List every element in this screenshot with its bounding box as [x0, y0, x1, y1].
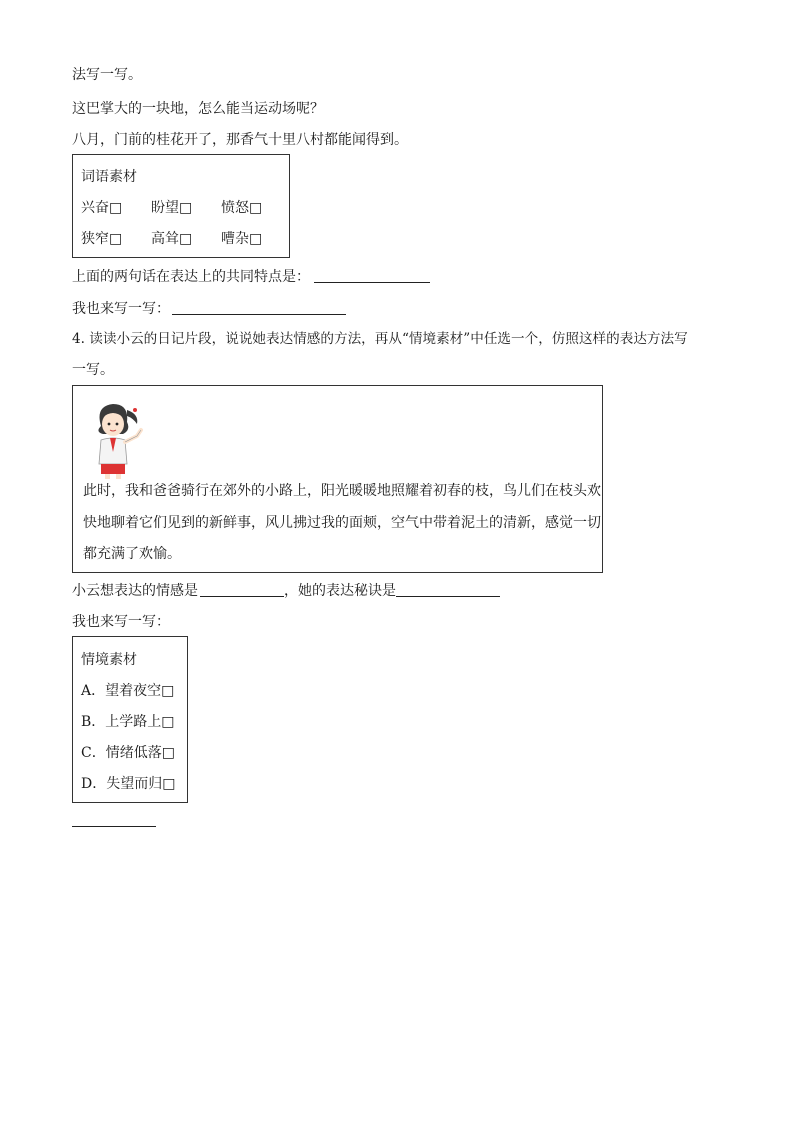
word-item[interactable]: 盼望□: [151, 200, 193, 216]
scene-box-title: 情境素材: [81, 652, 137, 668]
girl-illustration-icon: [83, 400, 145, 480]
diary-line-1: 此时，我和爸爸骑行在郊外的小路上，阳光暖暖地照耀着初春的枝，鸟儿们在枝头欢: [83, 483, 601, 499]
scene-material-box: [72, 636, 188, 803]
q4-write-answer-line[interactable]: [72, 826, 156, 827]
example-sentence-2: 八月，门前的桂花开了，那香气十里八村都能闻得到。: [72, 132, 408, 148]
scene-option-b[interactable]: B．上学路上□: [81, 714, 175, 730]
q3-write-answer-line[interactable]: [172, 314, 346, 315]
q3-common-feature-label: 上面的两句话在表达上的共同特点是：: [72, 269, 310, 285]
q3-common-feature-answer-line[interactable]: [314, 282, 430, 283]
word-item[interactable]: 高耸□: [151, 231, 193, 247]
word-item[interactable]: 兴奋□: [81, 200, 123, 216]
q4-prompt-line-1: 4. 读读小云的日记片段，说说她表达情感的方法，再从“情境素材”中任选一个，仿照这样的表达方法写: [72, 331, 688, 347]
scene-option-c[interactable]: C．情绪低落□: [81, 745, 175, 761]
diary-line-3: 都充满了欢愉。: [83, 546, 181, 562]
q4-prompt-line-2: 一写。: [72, 362, 114, 378]
word-item[interactable]: 愤怒□: [221, 200, 263, 216]
word-item[interactable]: 狭窄□: [81, 231, 123, 247]
q4-emotion-answer-line[interactable]: [200, 596, 284, 597]
q4-secret-label: ，她的表达秘诀是: [284, 583, 396, 599]
example-sentence-1: 这巴掌大的一块地，怎么能当运动场呢？: [72, 101, 324, 117]
word-item[interactable]: 嘈杂□: [221, 231, 263, 247]
scene-option-a[interactable]: A．望着夜空□: [81, 683, 175, 699]
q3-write-label: 我也来写一写：: [72, 301, 170, 317]
word-box-title: 词语素材: [81, 169, 137, 185]
q4-emotion-label: 小云想表达的情感是: [72, 583, 198, 599]
intro-tail-text: 法写一写。: [72, 67, 142, 83]
scene-option-d[interactable]: D．失望而归□: [81, 776, 176, 792]
q4-secret-answer-line[interactable]: [396, 596, 500, 597]
diary-excerpt-box: [72, 385, 603, 573]
word-material-box: [72, 154, 290, 258]
diary-line-2: 快地聊着它们见到的新鲜事，风儿拂过我的面颊，空气中带着泥土的清新，感觉一切: [83, 515, 601, 531]
q4-write-label: 我也来写一写：: [72, 614, 170, 630]
